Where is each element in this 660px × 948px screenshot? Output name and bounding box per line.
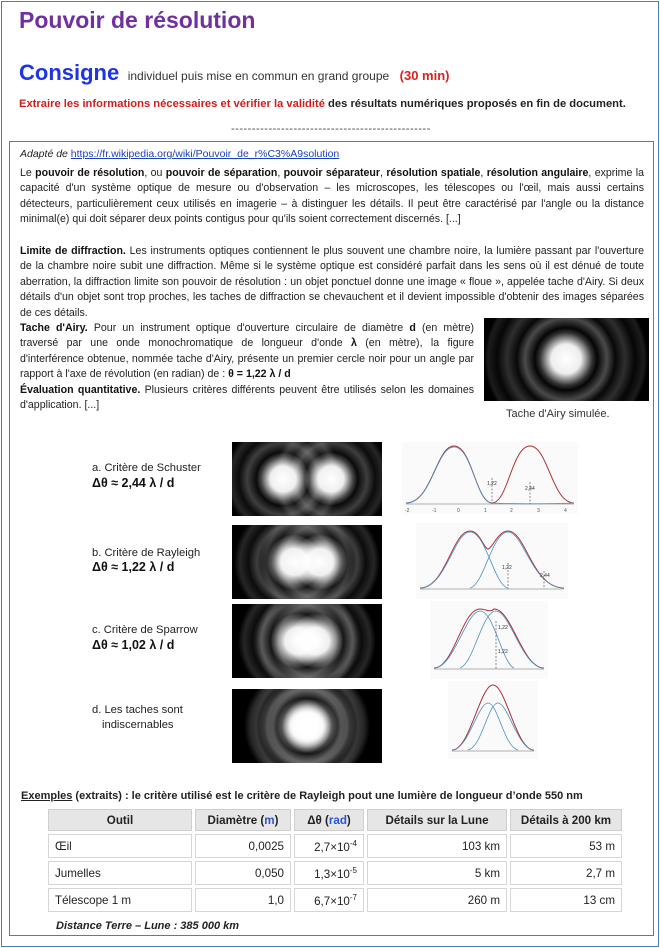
intro-paragraph	[20, 166, 644, 228]
source-prefix: Adapté de	[20, 148, 71, 160]
tick-label: -1	[432, 508, 437, 514]
source-line	[20, 148, 339, 160]
tick-label: 0	[457, 508, 460, 514]
airy-disk-image	[484, 318, 649, 401]
cell-lune: 5 km	[367, 861, 507, 885]
table-header-row	[48, 809, 622, 831]
col-header-outil: Outil	[48, 809, 192, 831]
keyword: résolution spatiale	[386, 167, 481, 179]
cell-200km: 13 cm	[510, 888, 622, 912]
graph-b-mark1: 1,22	[502, 565, 512, 571]
diffraction-text: Les instruments optiques contiennent le plus souvent une chambre noire, la lumière passant par l'ouverture de la chambre noire subit une diffraction. Même si le système optique est considéré parfait dans les sens où il est dénué de toute aberration, la diffraction limite son pouvoir de résolution : un objet ponctuel donne une image « floue », appelée tache d'Airy. Si deux détails d'un objet sont trop proches, les taches de diffraction se chevauchent et il devient impossible d'obtenir des images séparées de ces détails.	[20, 245, 645, 319]
criterion-c-label: c. Critère de Sparrow	[92, 624, 198, 636]
graph-c-mark2: 1,22	[498, 649, 508, 655]
cell-dtheta: $6,7\times 10^{-7}$	[294, 888, 364, 912]
page-title: Pouvoir de résolution	[19, 7, 256, 33]
cell-diametre: 0,0025	[195, 834, 291, 858]
indiscernible-spots-image	[232, 689, 382, 763]
consigne-line	[19, 60, 449, 86]
instruction-rest: des résultats numériques proposés en fin de document.	[324, 98, 626, 110]
graph-c-mark1: 1,22	[498, 625, 508, 631]
evaluation-heading: Évaluation quantitative.	[20, 383, 141, 396]
criterion-d-label2: indiscernables	[102, 719, 174, 731]
separator: ------------------------------------------------	[231, 123, 431, 135]
cell-200km: 2,7 m	[510, 861, 622, 885]
indiscernible-graph	[448, 681, 538, 759]
col-header-lune: Détails sur la Lune	[367, 809, 507, 831]
intro-text: , ou	[144, 167, 166, 179]
cell-dtheta: $2,7\times 10^{-4}$	[294, 834, 364, 858]
criterion-d-label: d. Les taches sont	[92, 704, 183, 716]
airy-heading: Tache d'Airy.	[20, 322, 88, 334]
diffraction-heading: Limite de diffraction.	[20, 245, 126, 257]
examples-heading: Exemples	[21, 790, 73, 802]
instruction-highlight: Extraire les informations nécessaires et vérifier la validité	[19, 98, 325, 110]
col-header-diametre: Diamètre (m)	[195, 809, 291, 831]
tick-label: 1	[484, 508, 487, 514]
graph-a-mark1: 1,22	[487, 481, 497, 487]
instruction-line	[19, 98, 626, 110]
examples-table	[45, 806, 625, 915]
criterion-a-formula: Δθ ≈ 2,44 λ / d	[92, 476, 175, 490]
source-link[interactable]: https://fr.wikipedia.org/wiki/Pouvoir_de_r%C3%A9solution	[70, 148, 340, 160]
graph-b-mark2: 2,44	[540, 573, 550, 579]
airy-text: Pour un instrument optique d'ouverture circulaire de diamètre	[87, 322, 410, 334]
table-row	[48, 834, 622, 858]
cell-outil: Télescope 1 m	[48, 888, 192, 912]
examples-text: (extraits) : le critère utilisé est le critère de Rayleigh pout une lumière de longueur d’onde 550 nm	[72, 790, 583, 802]
tick-label: -2	[405, 508, 410, 514]
col-header-dtheta: Δθ (rad)	[294, 809, 364, 831]
airy-paragraph	[20, 321, 474, 413]
document-box	[9, 141, 654, 936]
cell-200km: 53 m	[510, 834, 622, 858]
criterion-b-label: b. Critère de Rayleigh	[92, 547, 201, 559]
table-row	[48, 861, 622, 885]
cell-outil: Jumelles	[48, 861, 192, 885]
sparrow-spots-image	[232, 604, 382, 678]
distance-note: Distance Terre – Lune : 385 000 km	[56, 920, 240, 932]
airy-text: (en mètre) traversé par une onde monochromatique de longueur d'onde	[20, 322, 474, 350]
criterion-c-formula: Δθ ≈ 1,02 λ / d	[92, 638, 175, 652]
consigne-time: (30 min)	[399, 68, 450, 83]
criterion-b-formula: Δθ ≈ 1,22 λ / d	[92, 560, 175, 574]
airy-lambda: λ	[351, 337, 357, 350]
criterion-a-label: a. Critère de Schuster	[92, 462, 201, 474]
keyword: résolution angulaire	[486, 167, 589, 179]
keyword: pouvoir de séparation	[165, 167, 278, 179]
examples-line	[21, 790, 583, 802]
intro-text: ,	[380, 167, 387, 179]
cell-outil: Œil	[48, 834, 192, 858]
consigne-heading: Consigne	[19, 60, 120, 85]
col-header-200km: Détails à 200 km	[510, 809, 622, 831]
airy-d: d	[409, 322, 416, 334]
cell-diametre: 1,0	[195, 888, 291, 912]
consigne-subtitle: individuel puis mise en commun en grand groupe	[127, 69, 390, 83]
diffraction-paragraph	[20, 244, 644, 321]
tick-label: 4	[564, 508, 567, 514]
cell-lune: 103 km	[367, 834, 507, 858]
airy-formula: θ = 1,22 λ / d	[228, 368, 291, 381]
schuster-spots-image	[232, 442, 382, 516]
tick-label: 2	[510, 508, 513, 514]
table-row	[48, 888, 622, 912]
airy-text: (en mètre), la figure d'interférence obtenue, nommée tache d'Airy, présente un premier cercle noir pour un angle par rapport à l'axe de révolution (en radian) de :	[20, 337, 474, 381]
cell-dtheta: $1,3\times 10^{-5}$	[294, 861, 364, 885]
rayleigh-graph	[416, 523, 568, 599]
intro-text: , exprime la capacité d'un système optique de mesure ou d'observation – les microscopes, les télescopes ou l'œil, mais aussi certains détecteurs, particulièrement ceux utilisés en imagerie – à distinguer les détails. Il peut être caractérisé par l'angle ou la distance minimal(e) qui doit séparer deux points contigus pour qu'ils soient correctement discernés. [...]	[20, 167, 645, 226]
cell-diametre: 0,050	[195, 861, 291, 885]
evaluation-text: Plusieurs critères différents peuvent être utilisés selon les domaines d'application. [...]	[20, 383, 475, 412]
tick-label: 3	[537, 508, 540, 514]
keyword: pouvoir de résolution	[35, 167, 145, 179]
cell-lune: 260 m	[367, 888, 507, 912]
page-frame	[1, 1, 659, 947]
graph-a-mark2: 2,44	[525, 486, 535, 492]
intro-text: Le	[20, 167, 36, 179]
airy-caption: Tache d'Airy simulée.	[506, 408, 610, 420]
schuster-graph	[402, 442, 578, 514]
intro-text: ,	[480, 167, 487, 179]
rayleigh-spots-image	[232, 525, 382, 599]
sparrow-graph	[430, 601, 548, 679]
keyword: pouvoir séparateur	[283, 167, 381, 179]
intro-text: ,	[277, 167, 284, 179]
